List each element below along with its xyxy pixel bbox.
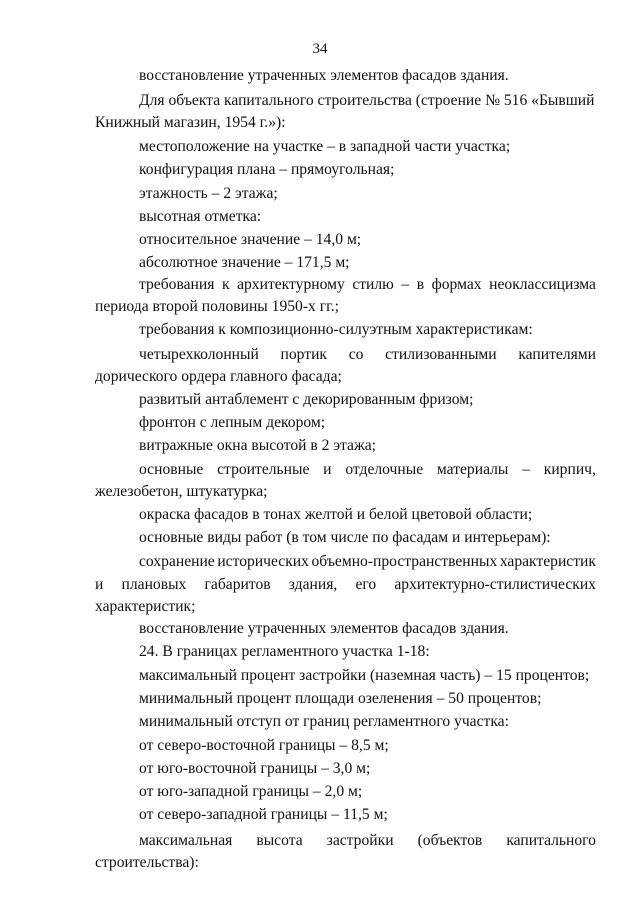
text-word: стилю [352,276,394,293]
text-word: характеристик [499,553,596,570]
text-word: основные [139,461,204,478]
text-line: Книжный магазин, 1954 г.»): [95,114,286,131]
text-word: (объектов [417,832,483,849]
text-word: портик [280,346,328,363]
text-line [139,345,596,365]
text-word: исторических [217,553,309,570]
text-line: относительное значение – 14,0 м; [139,231,362,248]
text-line: окраска фасадов в тонах желтой и белой цветовой области; [139,506,533,523]
text-word: требования [139,276,215,293]
text-word: капитального [506,832,596,849]
text-line: дорического ордера главного фасада; [95,368,342,385]
text-word: к [221,276,230,293]
text-line: 24. В границах регламентного участка 1-18: [139,643,430,660]
text-word: кирпич, [543,461,596,478]
text-line: от юго-восточной границы – 3,0 м; [139,760,371,777]
page-number: 34 [312,41,328,57]
text-word: сохранение [139,553,215,570]
text-word: формах [431,276,482,293]
text-line: минимальный отступ от границ регламентного участка: [139,713,509,730]
text-line: Для объекта капитального строительства (строение № 516 «Бывший [139,92,595,109]
text-word: плановых [121,576,187,593]
text-word: и [323,461,332,478]
text-line [139,460,596,480]
text-line: местоположение на участке – в западной части участка; [139,138,511,155]
text-line [139,275,596,295]
text-line: развитый антаблемент с декорированным фризом; [139,391,474,408]
text-line: железобетон, штукатурка; [95,483,268,500]
text-word: капителями [518,346,596,363]
text-line: от северо-западной границы – 11,5 м; [139,806,388,823]
text-word: – [401,276,410,293]
text-line: периода второй половины 1950-х гг.; [95,298,340,315]
text-line: абсолютное значение – 171,5 м; [139,254,350,271]
text-word: – [522,461,530,478]
text-line: характеристик; [95,598,196,615]
text-line: максимальный процент застройки (наземная часть) – 15 процентов; [139,667,590,684]
text-line: от северо-восточной границы – 8,5 м; [139,737,389,754]
text-word: материалы [436,461,509,478]
text-word: здания, [288,576,338,593]
text-word: максимальная [139,832,233,849]
text-word: четырехколонный [139,346,259,363]
text-word: габаритов [204,576,271,593]
text-line: восстановление утраченных элементов фасадов здания. [139,67,509,84]
text-word: неоклассицизма [489,276,596,293]
text-word: и [95,576,104,593]
text-line [139,831,596,851]
text-line: витражные окна высотой в 2 этажа; [139,437,376,454]
text-line: минимальный процент площади озеленения – 50 процентов; [139,690,542,707]
text-word: строительные [217,461,310,478]
text-word: застройки [326,832,394,849]
text-word: стилизованными [385,346,497,363]
text-word: высота [256,832,303,849]
text-word: его [355,576,377,593]
text-line: от юго-западной границы – 2,0 м; [139,783,363,800]
text-line: фронтон с лепным декором; [139,414,326,431]
text-line: строительства): [95,854,199,871]
text-line: конфигурация плана – прямоугольная; [139,161,395,178]
text-line: основные виды работ (в том числе по фасадам и интерьерам): [139,529,551,546]
text-line: требования к композиционно-силуэтным характеристикам: [139,321,533,338]
text-line [139,552,596,572]
text-word: архитектурному [237,276,345,293]
text-word: отделочные [345,461,424,478]
text-word: архитектурно-стилистических [394,576,596,593]
text-word: объемно-пространственных [311,553,498,570]
text-word: в [416,276,425,293]
text-word: со [348,346,364,363]
text-line: высотная отметка: [139,208,262,225]
text-line [95,575,596,595]
text-line: восстановление утраченных элементов фасадов здания. [139,620,509,637]
text-line: этажность – 2 этажа; [139,185,278,202]
